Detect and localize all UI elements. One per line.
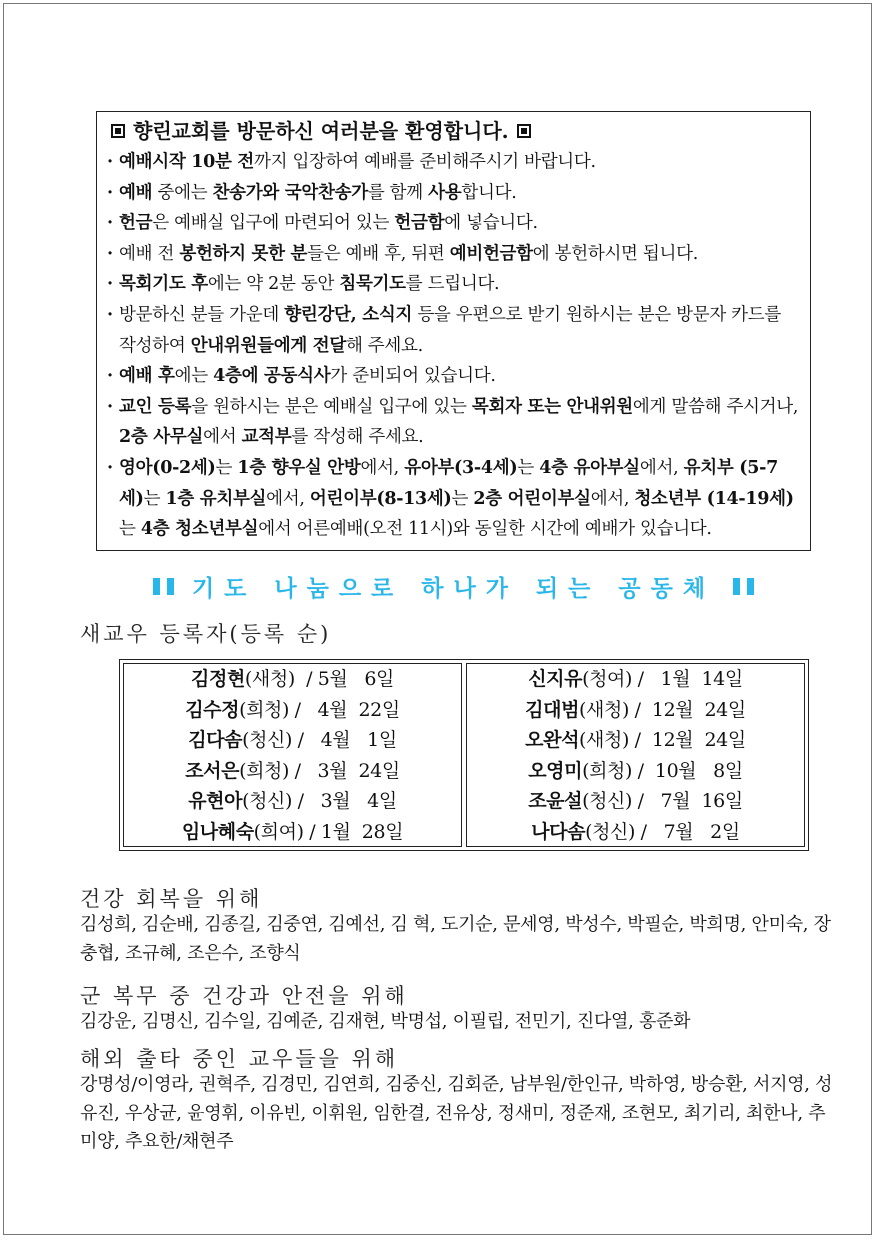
registrant-name: 신지유 xyxy=(528,668,583,690)
notice-item xyxy=(105,300,802,361)
notice-title: 향린교회를 방문하신 여러분을 환영합니다. xyxy=(133,119,509,143)
notice-item xyxy=(105,453,802,545)
notice-title-row xyxy=(105,115,802,147)
notice-emphasis: 2층 사무실 xyxy=(119,427,204,448)
notice-emphasis: 목회자 또는 안내위원 xyxy=(471,396,633,417)
notice-emphasis: 4층 청소년부실 xyxy=(140,519,259,540)
registration-row xyxy=(124,664,461,695)
notice-emphasis: 안내위원들에게 전달 xyxy=(190,335,346,356)
bar-ornament-icon xyxy=(153,578,174,595)
registration-date: / 12월 24일 xyxy=(628,729,746,751)
registrant-group: (새청) xyxy=(244,668,295,690)
notice-text: 들은 예배 후, 뒤편 xyxy=(307,243,450,264)
notice-text: 에서, xyxy=(590,488,635,509)
notice-list xyxy=(105,147,802,545)
notice-emphasis: 1층 향우실 안방 xyxy=(237,457,361,478)
prayer-heading-military: 군 복무 중 건강과 안전을 위해 xyxy=(80,984,408,1008)
registration-date: / 3월 4일 xyxy=(292,790,397,812)
notice-emphasis: 어린이부(8-13세) xyxy=(309,488,452,509)
registrant-name: 오완석 xyxy=(525,729,580,751)
registration-date: / 10월 8일 xyxy=(632,759,743,782)
registrant-name: 김수정 xyxy=(185,698,240,721)
notice-emphasis: 4층에 공동식사 xyxy=(213,366,331,387)
prayer-heading-health: 건강 회복을 위해 xyxy=(80,887,263,911)
notice-text: 에 넣습니다. xyxy=(444,213,538,234)
notice-text: 중에는 xyxy=(152,182,213,203)
registrant-name: 오영미 xyxy=(528,759,583,782)
notice-emphasis: 영아(0-2세) xyxy=(119,457,216,478)
notice-text: 에 봉헌하시면 됩니다. xyxy=(532,243,698,264)
notice-text: 가 준비되어 있습니다. xyxy=(330,366,496,387)
notice-emphasis: 예비헌금함 xyxy=(449,243,533,264)
notice-text: 을 원하시는 분은 예배실 입구에 있는 xyxy=(191,396,472,417)
notice-emphasis: 찬송가와 국악찬송가 xyxy=(212,182,368,203)
registrant-name: 유현아 xyxy=(188,790,243,812)
banner-text: 기도 나눔으로 하나가 되는 공동체 xyxy=(191,574,716,602)
notice-item xyxy=(105,269,802,300)
registration-column-right xyxy=(466,663,805,847)
notice-text: 등을 우편으로 받기 원하시는 분은 방문자 카드를 작성하여 xyxy=(119,304,782,356)
notice-emphasis: 1층 유치부실 xyxy=(165,488,267,509)
notice-emphasis: 침묵기도 xyxy=(339,274,406,295)
notice-text: 는 xyxy=(215,457,238,478)
notice-item xyxy=(105,392,802,453)
notice-emphasis: 목회기도 후 xyxy=(119,274,208,295)
notice-emphasis: 예배 xyxy=(119,182,153,203)
registrant-name: 나다솜 xyxy=(531,820,586,843)
registration-row xyxy=(467,817,804,848)
notice-text: 는 xyxy=(143,488,166,509)
registration-row xyxy=(124,695,461,726)
notice-text: 합니다. xyxy=(461,182,517,203)
notice-emphasis: 예배시작 10분 전 xyxy=(119,152,254,172)
registration-date: / 1월 14일 xyxy=(632,668,743,690)
registration-row xyxy=(467,756,804,787)
notice-emphasis: 유치부 (5-7세) xyxy=(119,457,778,509)
notice-text: 에서, xyxy=(639,457,684,478)
registrant-group: (새청) xyxy=(579,729,629,751)
notice-emphasis: 유아부(3-4세) xyxy=(404,457,518,478)
notice-text: 에서 xyxy=(203,427,242,448)
notice-emphasis: 교인 등록 xyxy=(119,396,192,417)
notice-emphasis: 4층 유아부실 xyxy=(539,457,640,478)
registrant-group: (청여) xyxy=(582,668,632,690)
registrant-group: (청신) xyxy=(582,790,632,812)
registrant-group: (희청) xyxy=(239,759,289,782)
notice-emphasis: 청소년부 (14-19세) xyxy=(634,488,794,509)
registration-date: / 3월 24일 xyxy=(289,759,400,782)
registration-table xyxy=(119,659,809,851)
registration-row xyxy=(467,725,804,756)
notice-emphasis: 사용 xyxy=(428,182,462,203)
notice-text: 예배 전 xyxy=(119,243,180,264)
notice-text: 를 함께 xyxy=(367,182,429,203)
section-banner xyxy=(96,568,811,604)
notice-emphasis: 봉헌하지 못한 분 xyxy=(179,243,308,264)
registrant-group: (희여) xyxy=(253,820,304,843)
notice-text: 에서, xyxy=(266,488,310,509)
square-bullet-icon xyxy=(517,124,531,138)
square-bullet-icon xyxy=(111,124,125,138)
registration-date: / 4월 22일 xyxy=(289,698,400,721)
registrant-group: (희청) xyxy=(582,759,632,782)
notice-text: 까지 입장하여 예배를 준비해주시기 바랍니다. xyxy=(253,152,596,172)
registrant-group: (청신) xyxy=(242,790,293,812)
notice-emphasis: 헌금함 xyxy=(394,213,445,234)
notice-text: 를 드립니다. xyxy=(405,274,500,295)
notice-item xyxy=(105,239,802,270)
notice-item xyxy=(105,361,802,392)
registration-row xyxy=(467,695,804,726)
notice-text: 는 xyxy=(119,519,141,540)
prayer-names-military: 김강운, 김명신, 김수일, 김예준, 김재현, 박명섭, 이필립, 전민기, 진다열, 홍준화 xyxy=(80,1011,691,1032)
registration-column-left xyxy=(123,663,462,847)
prayer-names-abroad: 강명성/이영라, 권혁주, 김경민, 김연희, 김중신, 김회준, 남부원/한인규, 박하영, 방승환, 서지영, 성유진, 우상균, 윤영휘, 이유빈, 이휘원, 임한결, 전유상, 정새미, 정준재, 조현모, 최기리, 최한나, 추미양, 추요한/채현주 xyxy=(80,1074,833,1152)
registration-row xyxy=(124,786,461,817)
notice-text: 에는 약 2분 동안 xyxy=(207,274,340,295)
notice-emphasis: 교적부 xyxy=(241,427,292,448)
notice-item xyxy=(105,147,802,178)
notice-emphasis: 2층 어린이부실 xyxy=(473,488,591,509)
notice-text: 를 작성해 주세요. xyxy=(291,427,424,448)
welcome-notice-box xyxy=(96,111,811,551)
registration-date: / 5월 6일 xyxy=(294,668,394,690)
bar-ornament-icon xyxy=(733,578,754,595)
notice-emphasis: 예배 후 xyxy=(119,366,175,387)
registration-heading: 새교우 등록자(등록 순) xyxy=(80,622,332,646)
notice-text: 는 xyxy=(517,457,540,478)
registration-row xyxy=(124,817,461,848)
registrant-name: 김대범 xyxy=(525,698,580,721)
prayer-names-health: 김성희, 김순배, 김종길, 김중연, 김예선, 김 혁, 도기순, 문세영, 박성수, 박필순, 박희명, 안미숙, 장충협, 조규혜, 조은수, 조향식 xyxy=(80,914,831,964)
notice-emphasis: 향린강단, 소식지 xyxy=(284,304,413,325)
notice-emphasis: 헌금 xyxy=(119,213,153,234)
notice-text: 방문하신 분들 가운데 xyxy=(119,304,285,325)
registrant-name: 임나혜숙 xyxy=(181,820,254,843)
registration-date: / 7월 2일 xyxy=(635,820,740,843)
registration-row xyxy=(467,786,804,817)
registration-date: / 12월 24일 xyxy=(628,698,746,721)
registrant-group: (청신) xyxy=(242,729,293,751)
notice-text: 에서 어른예배(오전 11시)와 동일한 시간에 예배가 있습니다. xyxy=(258,519,712,540)
notice-text: 에서, xyxy=(360,457,405,478)
prayer-heading-abroad: 해외 출타 중인 교우들을 위해 xyxy=(80,1047,399,1071)
notice-text: 에는 xyxy=(174,366,214,387)
notice-item xyxy=(105,178,802,209)
registration-row xyxy=(124,725,461,756)
notice-text: 는 xyxy=(451,488,474,509)
registrant-group: (희청) xyxy=(239,698,289,721)
registration-row xyxy=(124,756,461,787)
registration-row xyxy=(467,664,804,695)
registration-date: / 4월 1일 xyxy=(292,729,397,751)
registration-date: / 1월 28일 xyxy=(303,820,404,843)
registrant-name: 김다솜 xyxy=(188,729,243,751)
notice-text: 해 주세요. xyxy=(345,335,423,356)
notice-text: 에게 말씀해 주시거나, xyxy=(632,396,799,417)
registrant-name: 조윤설 xyxy=(528,790,583,812)
registration-date: / 7월 16일 xyxy=(632,790,743,812)
registrant-group: (청신) xyxy=(585,820,636,843)
registrant-name: 조서은 xyxy=(185,759,240,782)
notice-text: 은 예배실 입구에 마련되어 있는 xyxy=(152,213,395,234)
registrant-group: (새청) xyxy=(579,698,629,721)
registrant-name: 김정현 xyxy=(191,668,245,690)
notice-item xyxy=(105,208,802,239)
